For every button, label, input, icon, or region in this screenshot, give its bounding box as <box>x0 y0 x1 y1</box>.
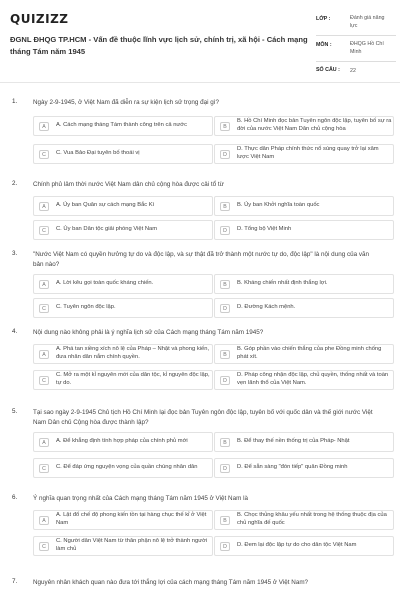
option-text: A. Lật đổ chế độ phong kiến tồn tại hàng chục thế kỉ ở Việt Nam <box>56 512 207 526</box>
option-text: A. Phá tan xiềng xích nô lệ của Pháp – Nhật và phong kiến, đưa nhân dân nắm chính quyền. <box>56 346 210 360</box>
option-letter-badge: C <box>39 226 49 235</box>
page-title: ĐGNL ĐHQG TP.HCM - Vấn đề thuộc lĩnh vực lịch sử, chính trị, xã hội - Cách mạng tháng Tám năm 1945 <box>10 35 308 56</box>
option-d[interactable] <box>214 536 394 556</box>
option-letter-badge: B <box>220 280 230 289</box>
question-text: Ý nghĩa quan trọng nhất của Cách mạng tháng Tám năm 1945 ở Việt Nam là <box>33 495 248 502</box>
option-letter-badge: C <box>39 464 49 473</box>
option-text: A. Lời kêu gọi toàn quốc kháng chiến. <box>56 280 154 287</box>
question-number: 1. <box>12 98 18 105</box>
option-text: D. Để sẵn sàng "đón tiếp" quân Đồng minh <box>237 464 348 471</box>
option-letter-badge: B <box>220 202 230 211</box>
option-letter-badge: B <box>220 350 230 359</box>
option-b[interactable] <box>214 196 394 216</box>
option-text: C. Mở ra một kỉ nguyên mới của dân tộc, kỉ nguyên độc lập, tự do. <box>56 372 210 386</box>
question-number: 4. <box>12 328 18 335</box>
option-letter-badge: A <box>39 438 49 447</box>
option-letter-badge: B <box>220 438 230 447</box>
option-letter-badge: D <box>220 542 230 551</box>
option-text: B. Để thay thế nền thống trị của Pháp- Nhật <box>237 438 350 445</box>
option-letter-badge: D <box>220 376 230 385</box>
option-letter-badge: A <box>39 280 49 289</box>
option-letter-badge: C <box>39 150 49 159</box>
option-letter-badge: D <box>220 464 230 473</box>
meta-lop-label: LỚP : <box>316 16 331 22</box>
option-text: D. Đường Kách mệnh. <box>237 304 296 311</box>
option-text: C. Ủy ban Dân tộc giải phóng Việt Nam <box>56 226 158 233</box>
option-text: C. Người dân Việt Nam từ thân phận nô lệ trở thành người làm chủ <box>56 538 208 552</box>
meta-socau-value: 22 <box>350 68 356 74</box>
option-a[interactable] <box>33 344 213 364</box>
option-text: C. Để đáp ứng nguyện vọng của quần chúng nhân dân <box>56 464 198 471</box>
option-letter-badge: C <box>39 304 49 313</box>
option-a[interactable] <box>33 196 213 216</box>
option-letter-badge: B <box>220 122 230 131</box>
option-a[interactable] <box>33 432 213 452</box>
question-number: 5. <box>12 408 18 415</box>
question-text: "Nước Việt Nam có quyền hưởng tự do và độc lập, và sự thật đã trở thành một nước tự do, độc lập" là nội dung của văn bản nào? <box>33 251 369 268</box>
option-text: C. Tuyên ngôn độc lập. <box>56 304 116 311</box>
question-number: 7. <box>12 578 18 585</box>
meta-divider <box>316 61 396 62</box>
option-text: A. Ủy ban Quân sự cách mạng Bắc Kì <box>56 202 155 209</box>
option-text: B. Ủy ban Khởi nghĩa toàn quốc <box>237 202 320 209</box>
option-a[interactable] <box>33 510 213 530</box>
option-text: D. Thực dân Pháp chính thức nổ súng quay trở lại xâm lược Việt Nam <box>237 146 379 160</box>
option-text: D. Tổng bộ Việt Minh <box>237 226 292 233</box>
question-number: 6. <box>12 494 18 501</box>
meta-lop-value: Đánh giá năng lực <box>350 15 385 29</box>
option-d[interactable] <box>214 298 394 318</box>
option-c[interactable] <box>33 298 213 318</box>
option-letter-badge: A <box>39 516 49 525</box>
option-b[interactable] <box>214 432 394 452</box>
question-text: Chính phủ lâm thời nước Việt Nam dân chủ cộng hòa được cải tổ từ <box>33 181 224 188</box>
option-text: B. Góp phần vào chiến thắng của phe Đồng minh chống phát xít. <box>237 346 382 360</box>
option-b[interactable] <box>214 510 394 530</box>
option-letter-badge: A <box>39 202 49 211</box>
meta-socau-label: SỐ CÂU : <box>316 67 340 73</box>
option-d[interactable] <box>214 370 394 390</box>
meta-mon-label: MÔN : <box>316 42 332 48</box>
question-number: 2. <box>12 180 18 187</box>
option-letter-badge: C <box>39 376 49 385</box>
option-text: C. Vua Bảo Đại tuyên bố thoái vị <box>56 150 140 157</box>
question-text: Nội dung nào không phải là ý nghĩa lịch sử của Cách mạng tháng Tám năm 1945? <box>33 329 264 336</box>
option-b[interactable] <box>214 116 394 136</box>
option-d[interactable] <box>214 458 394 478</box>
option-text: D. Pháp công nhận độc lập, chủ quyền, thống nhất và toàn vẹn lãnh thổ của Việt Nam. <box>237 372 389 386</box>
header-divider <box>0 82 400 83</box>
option-b[interactable] <box>214 344 394 364</box>
option-a[interactable] <box>33 116 213 136</box>
option-d[interactable] <box>214 144 394 164</box>
option-a[interactable] <box>33 274 213 294</box>
option-c[interactable] <box>33 144 213 164</box>
option-letter-badge: D <box>220 150 230 159</box>
option-text: A. Để khẳng định tính hợp pháp của chính phủ mới <box>56 438 188 445</box>
option-text: D. Đem lại độc lập tự do cho dân tộc Việt Nam <box>237 542 357 549</box>
option-letter-badge: A <box>39 350 49 359</box>
option-text: B. Hồ Chí Minh đọc bản Tuyên ngôn độc lập, tuyên bố sự ra đời của nước Việt Nam Dân chủ cộng hòa <box>237 118 392 132</box>
question-number: 3. <box>12 250 18 257</box>
option-letter-badge: C <box>39 542 49 551</box>
question-text: Nguyên nhân khách quan nào đưa tới thắng lợi của cách mạng tháng Tám năm 1945 ở Việt Nam? <box>33 579 309 586</box>
option-text: B. Kháng chiến nhất định thắng lợi. <box>237 280 328 287</box>
question-text: Tại sao ngày 2-9-1945 Chủ tịch Hồ Chí Minh lại đọc bản Tuyên ngôn độc lập, tuyên bố với quốc dân và thế giới nước Việt Nam Dân chủ Cộng hòa được thành lập? <box>33 409 373 426</box>
option-letter-badge: D <box>220 304 230 313</box>
option-c[interactable] <box>33 536 213 556</box>
option-b[interactable] <box>214 274 394 294</box>
option-letter-badge: D <box>220 226 230 235</box>
quizizz-logo: QUIZIZZ <box>10 12 69 26</box>
option-d[interactable] <box>214 220 394 240</box>
option-letter-badge: A <box>39 122 49 131</box>
option-letter-badge: B <box>220 516 230 525</box>
question-text: Ngày 2-9-1945, ở Việt Nam đã diễn ra sự kiện lịch sử trọng đại gì? <box>33 99 220 106</box>
meta-mon-value: ĐHQG Hồ Chí Minh <box>350 41 384 55</box>
option-text: B. Chọc thủng khâu yếu nhất trong hệ thống thuộc địa của chủ nghĩa đế quốc <box>237 512 387 526</box>
option-c[interactable] <box>33 458 213 478</box>
meta-divider <box>316 35 396 36</box>
option-c[interactable] <box>33 220 213 240</box>
option-text: A. Cách mạng tháng Tám thành công trên cả nước <box>56 122 187 129</box>
option-c[interactable] <box>33 370 213 390</box>
